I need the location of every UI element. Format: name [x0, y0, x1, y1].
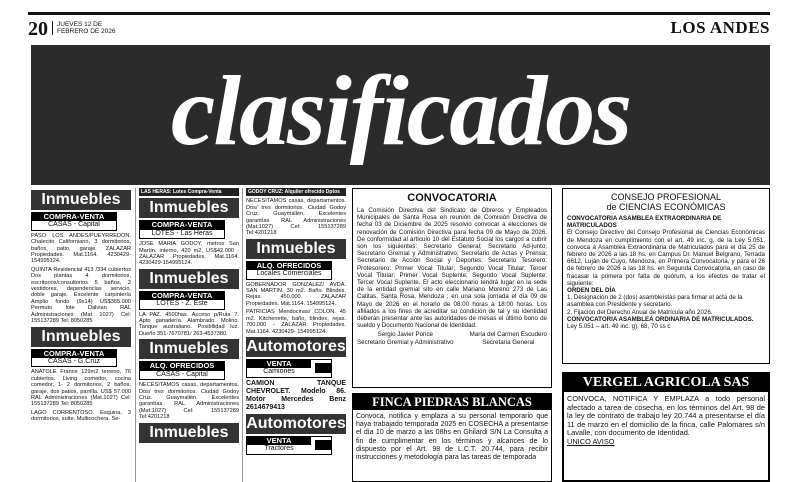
notice-title: CONVOCATORIA	[407, 192, 497, 204]
classified-ad: LA PAZ. 4500has. Acceso p/Ruta 7. Apto ganadería. Alambrado. Molino. Tanque australiano. Posibilidad luz. Dueño 351-7670781/ 263-4537380.	[139, 311, 239, 337]
classifieds-banner	[31, 45, 770, 185]
section-header: Automotores	[246, 337, 346, 355]
notice-title: VERGEL AGRICOLA SAS	[564, 374, 768, 392]
consejo-notice	[562, 188, 770, 364]
category-badge	[139, 361, 225, 380]
section-header: Inmuebles	[246, 239, 346, 259]
badge-kind: VENTA	[247, 360, 311, 368]
category-badge	[246, 359, 332, 378]
header-separator	[52, 21, 53, 35]
date-line-1: JUEVES 12 DE	[57, 21, 103, 28]
badge-sub: LOTES - Las Heras	[151, 229, 213, 237]
notice-body: CONVOCA, NOTIFICA Y EMPLAZA a todo personal afectado a tarea de cosecha, en los términos del Art. 98 de la ley de contrato de trabajo ley 20.744 a presentarse el día 11 de marzo en el domicilio de la finca, calle Palomares s/n Lavalle, con documento de Identidad.	[567, 394, 765, 438]
badge-sub: Camiones	[263, 368, 295, 376]
banner-title: clasificados	[170, 55, 631, 166]
badge-sub: LOTES - Z. Este	[156, 300, 208, 308]
section-header: Inmuebles	[31, 327, 131, 347]
badge-kind: ALQ. OFRECIDOS	[247, 262, 331, 270]
section-strip: GODOY CRUZ: Alquiler ofrecido Dptos	[246, 188, 346, 196]
notice-body: El Consejo Directivo del Consejo Profesional de Ciencias Económicas de Mendoza en cumplimiento con el art. 49 inc. g, de la Ley 5.051, convoca a Asamblea Extraordinaria de Matriculados para el día 25 de febrero de 2026 a las 18 hs. en Campus Dr. Manuel Belgrano, Terrada 6612, Luján de Cuyo, Mendoza, en Primera Convocatoria, y para el 26 de febrero de 2026 a las 18 hs. en Segunda Convocatoria, en caso de fracasar la primera por falta de quórum, a los efectos de tratar el siguiente:	[567, 229, 765, 287]
section-header: Inmuebles	[31, 190, 131, 210]
badge-kind: COMPRA-VENTA	[32, 213, 116, 221]
classified-ad: LAGO CORRENTOSO. Esquina. 3 dormitorios, suite. Multicochera. Se-	[31, 409, 131, 423]
classified-ad: GOBERNADOR GONZALEZ/ AVDA. SAN MARTIN. 30 m2. Baño. Blindex. Rejas. 450.000. ZALAZAR Propiedades. Mat.1164. 154995124.	[246, 281, 346, 307]
section-header: Inmuebles	[139, 269, 239, 289]
classified-ad: PATRICIAS Mendocinas/ COLON. 45 m2. Kitchenette, baño, blindex, rejas. 700.000 - ZALAZAR Propiedades. Mat.1164. 4230429- 154995124.	[246, 309, 346, 335]
badge-kind: COMPRA-VENTA	[32, 350, 116, 358]
notice-title: FINCA PIEDRAS BLANCAS	[353, 394, 551, 410]
badge-sub: CASAS - G.Cruz	[47, 357, 101, 365]
badge-sub: Tractores	[264, 445, 294, 453]
category-badge	[246, 261, 332, 280]
date-line-2: FEBRERO DE 2026	[57, 28, 116, 35]
classified-ad: QUINTA Residencial 413 /334 cubiertos Dos plantas 4 dormitorios, escritorios/consultorios 5 baños, 2 vestidores, dependencias servicio, doble garaje. Excelente carpintería Amplio fondo (9x14) US$365.000 Permuto lote Dalvian RAL Administraciones (Mat 1027) Cel: 155137289 Tel: 8050285	[31, 266, 131, 325]
category-badge	[246, 436, 332, 455]
section-header: Inmuebles	[139, 198, 239, 218]
badge-sub: CASAS - Capital	[48, 221, 100, 229]
signer-role: Secretario Gremial y Administrativo	[357, 338, 454, 346]
category-badge	[31, 349, 117, 368]
signer-name: María del Carmen Escudero	[469, 331, 547, 339]
classified-ad: ANATOLE France 129m2 terreno, 76 cubiertos. Living comedor, cocina comedor, 1- 2 dormitorios, 2 baños, garaje, dos patios, parrilla. US$ 57.000 RAL Administraciones (Mat.1027) Cel: 155137289 Tel: 8050285	[31, 369, 131, 408]
badge-sub: CASAS - Capital	[156, 370, 208, 378]
section-header: Inmuebles	[139, 339, 239, 359]
vergel-notice	[562, 372, 770, 482]
notice-footer: Ley 5.051 – art. 49 inc. g), 68, 70 ss c	[567, 323, 671, 331]
column-3	[246, 188, 346, 457]
badge-kind: COMPRA-VENTA	[140, 221, 224, 229]
column-2	[139, 188, 239, 445]
notice-body: Convoca, notifica y emplaza a su personal temporario que haya trabajado temporada 2025 en COSECHA a presentarse el día 10 de marzo a las 08hs en Ghilardi S/N La Consulta a fin de cumplimentar en los términos y alcances de lo dispuesto por el Art. 98 de L.C.T. 20.744, para recibir instrucciones y metodología para las tareas de temporada	[356, 413, 548, 462]
classified-ad: NECESITAMOS casas, departamentos. Dos/ tres dormitorios. Ciudad Godoy Cruz. Guaymallén. Excelentes garantías RAL Administraciones (Mat.1027) Cel: 155137289 Tel:4201218	[246, 198, 346, 237]
finca-notice	[352, 393, 552, 482]
notice-last: UNICO AVISO	[567, 436, 615, 446]
badge-kind: ALQ. OFRECIDOS	[140, 362, 224, 370]
classified-ad: CAMION TANQUE CHEVROLET. Modelo 86. Motor Mercedes Benz 2614679413	[246, 379, 346, 411]
tractor-icon	[315, 440, 331, 450]
header-rule	[28, 12, 770, 15]
page-number: 20	[28, 18, 48, 40]
notice-heading: ORDEN DEL DÍA	[567, 287, 616, 295]
section-header: Inmuebles	[139, 423, 239, 443]
badge-kind: COMPRA-VENTA	[140, 292, 224, 300]
truck-icon	[315, 363, 331, 373]
signer-name: Sergio Javier Ponce	[377, 331, 433, 339]
badge-kind: VENTA	[247, 437, 311, 445]
column-1	[31, 188, 131, 425]
signatures	[357, 331, 547, 345]
section-strip: LAS HERAS: Lotes Compra-Venta	[139, 188, 239, 196]
notice-subtitle: de CIENCIAS ECONÓMICAS	[606, 202, 726, 212]
agenda-item: 2. Fijación del Derecho Anual de Matrícula año 2026.	[567, 308, 713, 316]
section-header: Automotores	[246, 414, 346, 432]
column-divider	[242, 188, 243, 482]
signer-role: Secretaria General	[482, 338, 535, 346]
category-badge	[139, 220, 225, 239]
newspaper-name: LOS ANDES	[670, 18, 770, 37]
agenda-item: 1. Designación de 2 (dos) asambleístas para firmar el acta de la asamblea con Presidente y secretario.	[567, 294, 743, 309]
classified-ad: PASO LOS ANDES/PUEYRREDON. Chalecito Californiano, 3 dormitorios, baños, patio, garaje. ZALAZAR Propiedades. Mat.1164. 4230429-154995124.	[31, 232, 131, 265]
classified-ad: JOSE MARIA GODOY, metros San Martín, interno, 420 m2, US$42.000 - ZALAZAR Propiedades. Mat.1164. 4230429-154995124.	[139, 241, 239, 267]
classified-ad: NECESITAMOS casas, departamentos. Dos/ tres dormitorios. Ciudad Godoy Cruz. Guaymallén. Excelentes garantías RAL Administraciones (Mat.1027) Cel: 155137289 Tel:4201218	[139, 382, 239, 421]
signature	[470, 331, 547, 345]
notice-title: CONSEJO PROFESIONAL	[610, 192, 722, 202]
notice-heading: CONVOCATORIA ASAMBLEA EXTRAORDINARIA DE MATRICULADOS	[567, 215, 722, 230]
category-badge	[31, 212, 117, 231]
category-badge	[139, 291, 225, 310]
badge-sub: Locales Comerciales	[256, 270, 322, 278]
date-line	[57, 21, 116, 35]
convocatoria-notice	[352, 188, 552, 388]
signature	[357, 331, 454, 345]
notice-heading: CONVOCATORIA ASAMBLEA ORDINARIA DE MATRICULADOS.	[567, 315, 754, 323]
notice-body: La Comisión Directiva del Sindicato de Obreros y Empleados Municipales de Santa Rosa en reunión de Comisión Directiva de fecha 03 de Diciembre de 2025 resolvió convocar a elecciones de renovación de Comisión Directiva para fecha 09 de Mayo de 2026. De conformidad al artículo 10 del Estatuto Social los cargos a cubrir son los siguientes: Secretario General; Secretario Ad-junto; Secretario Gremial y Administrativo; Secretario de Actas y Prensa; Secretario de Acción Social y Deportes; Secretario Tesorero; Protesorero: Primer Vocal Titular; Segundo Vocal Titular; Tercer Vocal Titular; Primer Vocal Suplente; Segundo Vocal Suplente; Tercer Vocal Suplente. El acto eleccionario tendrá lugar en la sede de la entidad gremial sito en calle Mariano Moreno 273 de Las Catitas, Santa Rosa, Mendoza ; en una sola jornada el día 09 de Mayo de 2026 en el horario de 08:00 horas a 18:00 horas. Los afiliados a los fines de acreditar su condición de tal y su identidad deberán presentar ante las autoridades de mesas el último bono de sueldo y Documento Nacional de Identidad.	[357, 207, 547, 330]
column-divider	[135, 188, 136, 482]
